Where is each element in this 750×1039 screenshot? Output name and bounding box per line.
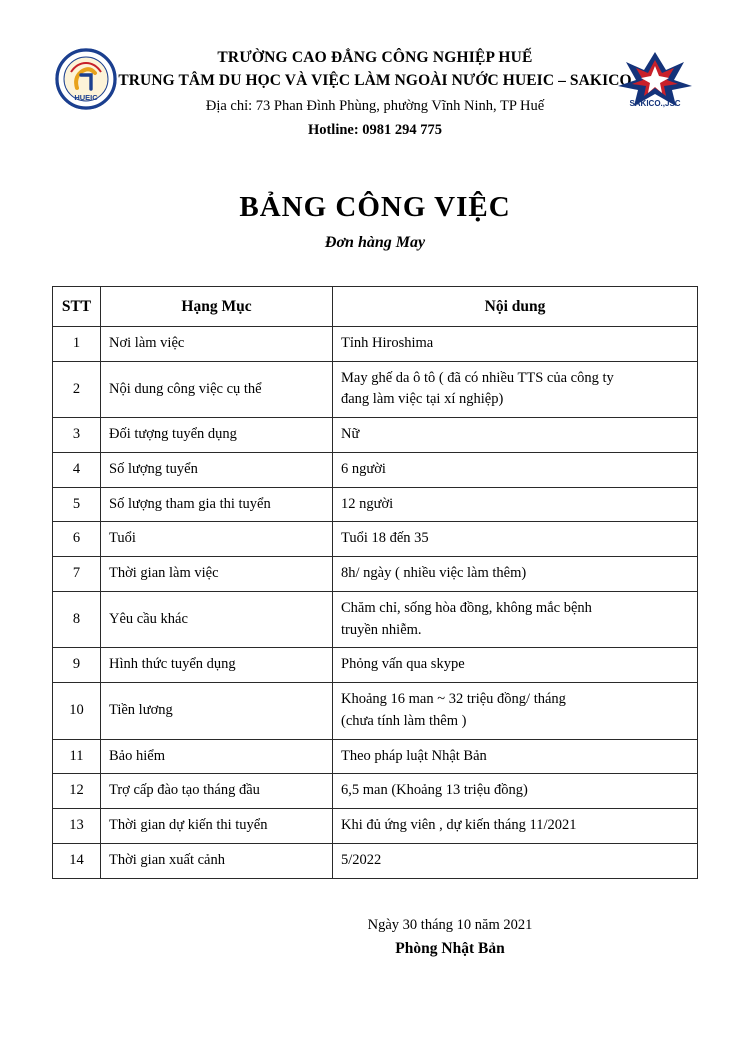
row-item: Nội dung công việc cụ thể: [101, 361, 333, 418]
row-content: [333, 648, 698, 683]
table-row: [53, 809, 698, 844]
row-content: [333, 843, 698, 878]
row-stt: 9: [53, 648, 101, 683]
row-item: Bảo hiểm: [101, 739, 333, 774]
row-content-line1: 6 người: [341, 460, 386, 477]
page-title: BẢNG CÔNG VIỆC: [239, 190, 511, 223]
row-content-line1: Theo pháp luật Nhật Bản: [341, 747, 487, 764]
row-content-line2: truyền nhiễm.: [341, 621, 422, 638]
row-content: [333, 326, 698, 361]
row-item: Tiền lương: [101, 683, 333, 740]
row-stt: 6: [53, 522, 101, 557]
row-content: [333, 591, 698, 648]
row-content: [333, 739, 698, 774]
row-stt: 5: [53, 487, 101, 522]
row-content: [333, 522, 698, 557]
table-row: [53, 683, 698, 740]
sakico-logo: [612, 48, 698, 110]
row-content-line1: 5/2022: [341, 851, 382, 868]
row-stt: 14: [53, 843, 101, 878]
row-content: [333, 452, 698, 487]
table-row: [53, 557, 698, 592]
row-content: [333, 557, 698, 592]
column-header-content: Nội dung: [333, 286, 698, 326]
svg-text:HUEIC: HUEIC: [74, 93, 98, 102]
row-item: Đối tượng tuyển dụng: [101, 418, 333, 453]
row-content-line1: May ghế da ô tô ( đã có nhiều TTS của công ty: [341, 369, 614, 386]
row-stt: 10: [53, 683, 101, 740]
row-content: [333, 809, 698, 844]
row-content-line1: Khoảng 16 man ~ 32 triệu đồng/ tháng: [341, 691, 566, 708]
row-item: Tuổi: [101, 522, 333, 557]
row-stt: 11: [53, 739, 101, 774]
footer-date: Ngày 30 tháng 10 năm 2021: [367, 916, 533, 933]
row-item: Thời gian dự kiến thi tuyển: [101, 809, 333, 844]
row-item: Trợ cấp đào tạo tháng đầu: [101, 774, 333, 809]
row-content: [333, 418, 698, 453]
row-stt: 8: [53, 591, 101, 648]
table-row: [53, 843, 698, 878]
table-row: [53, 591, 698, 648]
row-stt: 3: [53, 418, 101, 453]
row-content-line1: 12 người: [341, 495, 394, 512]
address-line: Địa chỉ: 73 Phan Đình Phùng, phường Vĩnh Ninh, TP Huế: [205, 97, 545, 114]
center-name: TRUNG TÂM DU HỌC VÀ VIỆC LÀM NGOÀI NƯỚC HUEIC – SAKICO: [118, 72, 632, 90]
job-details-table: [52, 286, 698, 879]
row-content-line1: 6,5 man (Khoảng 13 triệu đồng): [341, 782, 528, 799]
table-row: [53, 648, 698, 683]
row-content-line1: Nữ: [341, 426, 360, 443]
row-content: [333, 361, 698, 418]
row-item: Hình thức tuyển dụng: [101, 648, 333, 683]
document-header: [30, 0, 720, 139]
column-header-item: Hạng Mục: [101, 286, 333, 326]
document-footer: [30, 913, 720, 959]
row-stt: 7: [53, 557, 101, 592]
row-item: Số lượng tuyển: [101, 452, 333, 487]
table-row: [53, 774, 698, 809]
hotline-line: Hotline: 0981 294 775: [307, 121, 443, 138]
column-header-stt: STT: [53, 286, 101, 326]
row-content-line1: Khi đủ ứng viên , dự kiến tháng 11/2021: [341, 817, 577, 834]
row-stt: 12: [53, 774, 101, 809]
organization-name: TRƯỜNG CAO ĐẲNG CÔNG NGHIỆP HUẾ: [217, 49, 533, 66]
table-row: [53, 522, 698, 557]
row-item: Thời gian xuất cảnh: [101, 843, 333, 878]
row-stt: 2: [53, 361, 101, 418]
hueic-logo: [55, 48, 117, 110]
row-content-line1: 8h/ ngày ( nhiều việc làm thêm): [341, 565, 527, 582]
row-content: [333, 683, 698, 740]
row-item: Yêu cầu khác: [101, 591, 333, 648]
row-content-line2: (chưa tính làm thêm ): [341, 712, 467, 729]
page-subtitle: Đơn hàng May: [324, 233, 426, 251]
table-row: [53, 361, 698, 418]
table-row: [53, 418, 698, 453]
row-stt: 4: [53, 452, 101, 487]
table-row: [53, 739, 698, 774]
row-content-line1: Phỏng vấn qua skype: [341, 656, 465, 673]
row-content: [333, 774, 698, 809]
row-content-line1: Chăm chỉ, sống hòa đồng, không mắc bệnh: [341, 599, 592, 616]
table-header-row: [53, 286, 698, 326]
table-row: [53, 452, 698, 487]
table-row: [53, 326, 698, 361]
row-content-line1: Tuổi 18 đến 35: [341, 530, 429, 547]
row-content: [333, 487, 698, 522]
row-stt: 1: [53, 326, 101, 361]
row-item: Nơi làm việc: [101, 326, 333, 361]
row-item: Số lượng tham gia thi tuyển: [101, 487, 333, 522]
row-item: Thời gian làm việc: [101, 557, 333, 592]
row-content-line2: đang làm việc tại xí nghiệp): [341, 391, 504, 408]
footer-department: Phòng Nhật Bản: [395, 940, 505, 958]
table-row: [53, 487, 698, 522]
row-stt: 13: [53, 809, 101, 844]
row-content-line1: Tỉnh Hiroshima: [341, 334, 434, 351]
svg-text:SAKICO.,JSC: SAKICO.,JSC: [629, 99, 681, 108]
